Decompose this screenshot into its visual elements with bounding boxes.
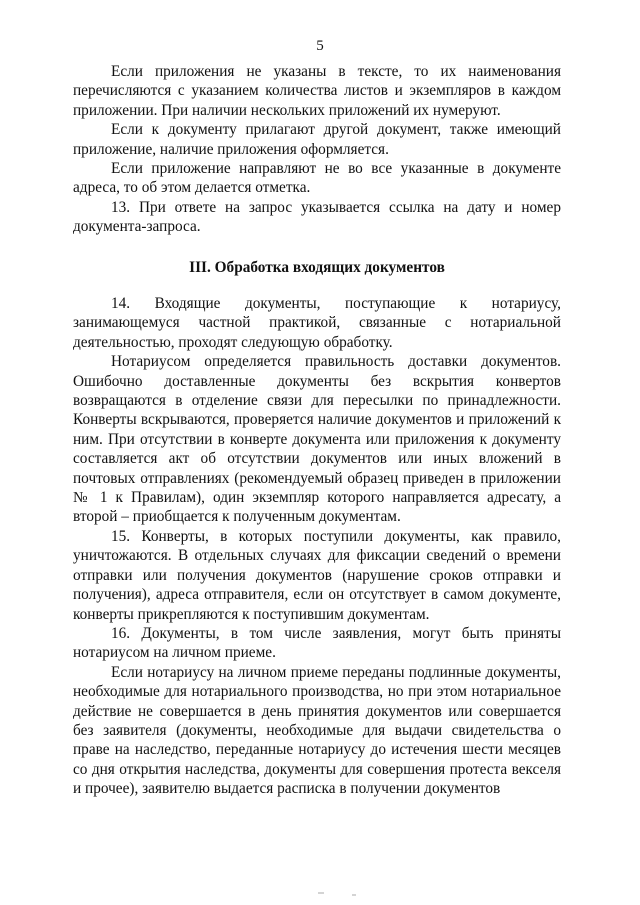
paragraph-13-reply-reference: 13. При ответе на запрос указывается ссылка на дату и номер документа-запроса. (73, 198, 561, 236)
paragraph-appendix-count: Если приложения не указаны в тексте, то их наименования перечисляются с указанием количества листов и экземпляров в каждом приложении. При наличии нескольких приложений их нумеруют. (73, 63, 561, 119)
paragraph-receipt: Если нотариусу на личном приеме переданы подлинные документы, необходимые для нотариального производства, но при этом нотариальное действие не совершается в день принятия документов или совершается без заявителя (документы, необходимые для выдачи свидетельства о праве на наследство, переданные нотариусу до истечения шести месяцев со дня открытия наследства, документы для совершения протеста векселя и прочее), заявителю выдается расписка в получении документов (73, 663, 561, 798)
scan-artifact (318, 892, 324, 894)
paragraph-16-personal-reception: 16. Документы, в том числе заявления, могут быть приняты нотариусом на личном приеме. (73, 624, 561, 662)
scan-artifact (352, 894, 356, 896)
section-heading-container (73, 258, 561, 277)
section-heading: III. Обработка входящих документов (189, 259, 445, 276)
paragraphs-main (73, 294, 561, 799)
paragraph-attached-document: Если к документу прилагают другой документ, также имеющий приложение, наличие приложения оформляется. (73, 121, 561, 158)
paragraph-partial-addresses: Если приложение направляют не во все указанные в документе адреса, то об этом делается отметка. (73, 160, 561, 197)
page-number: 5 (316, 38, 324, 54)
paragraph-14-incoming: 14. Входящие документы, поступающие к нотариусу, занимающемуся частной практикой, связанные с нотариальной деятельностью, проходят следующую обработку. (73, 295, 561, 351)
paragraphs-top (73, 62, 561, 237)
paragraph-delivery-check: Нотариусом определяется правильность доставки документов. Ошибочно доставленные документы без вскрытия конвертов возвращаются в отделение связи для пересылки по принадлежности. Конверты вскрываются, проверяется наличие документов и приложений к ним. При отсутствии в конверте документа или приложения к документу составляется акт об отсутствии документов или иных вложений в почтовых отправлениях (рекомендуемый образец приведен в приложении № 1 к Правилам), один экземпляр которого направляется адресату, а второй – приобщается к полученным документам. (73, 353, 561, 526)
paragraph-15-envelopes: 15. Конверты, в которых поступили документы, как правило, уничтожаются. В отдельных случаях для фиксации сведений о времени отправки или получения документов (нарушение сроков отправки и получения), адреса отправителя, если он отсутствует в самом документе, конверты прикрепляются к поступившим документам. (73, 527, 561, 623)
